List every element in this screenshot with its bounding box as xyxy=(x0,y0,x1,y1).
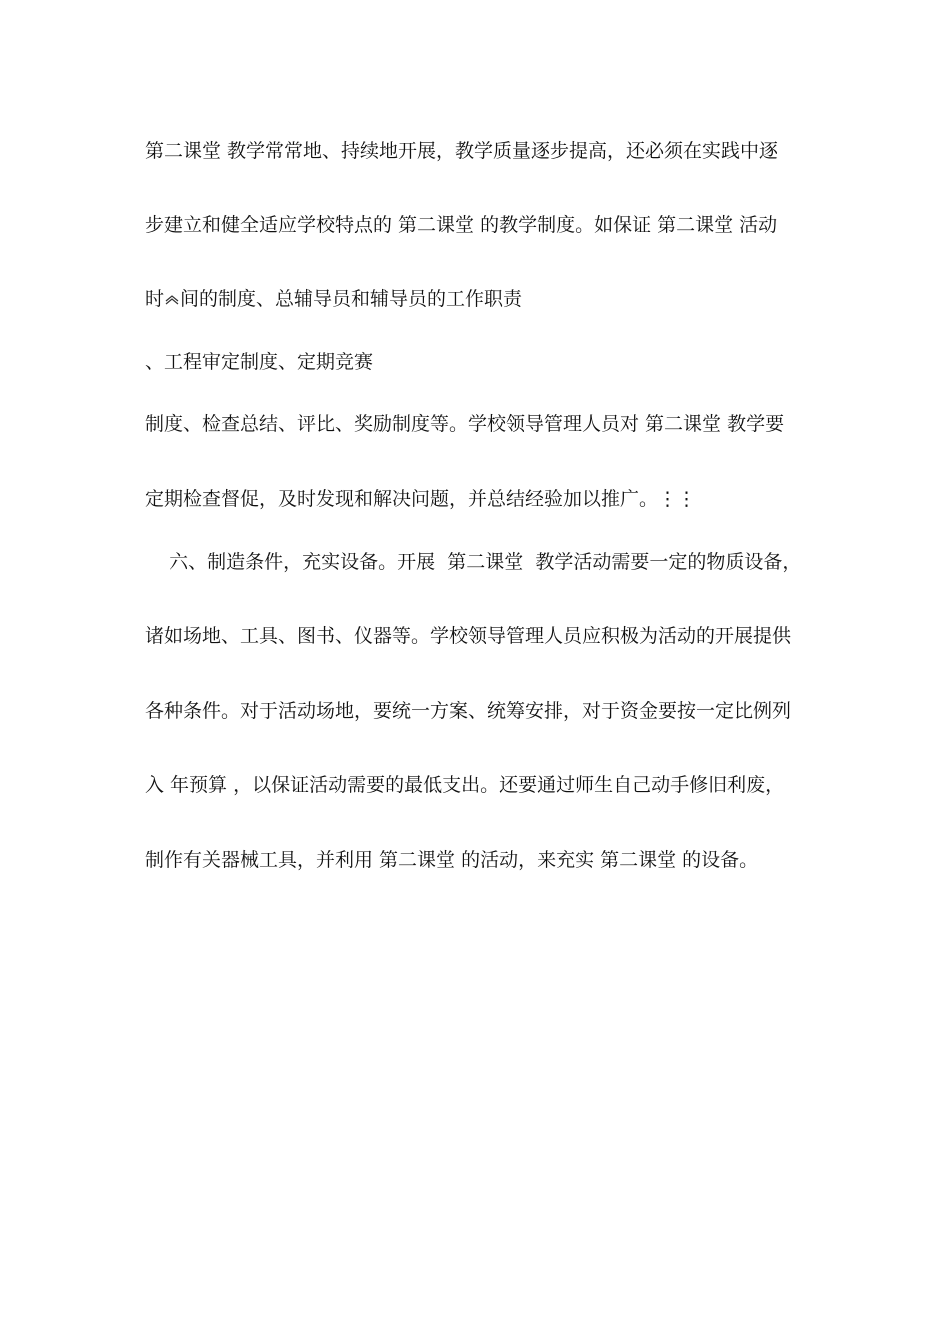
paragraph-line-5: 制度、检查总结、评比、奖励制度等。学校领导管理人员对 第二课堂 教学要 xyxy=(145,413,785,435)
paragraph-line-6: 定期检查督促，及时发现和解决问题，并总结经验加以推广。⋮⋮ xyxy=(145,488,697,510)
paragraph-line-11: 制作有关器械工具，并利用 第二课堂 的活动，来充实 第二课堂 的设备。 xyxy=(145,849,759,871)
paragraph-line-10: 入 年预算 ，以保证活动需要的最低支出。还要通过师生自己动手修旧利废， xyxy=(145,774,785,796)
paragraph-line-4: 、工程审定制度、定期竞赛 xyxy=(145,351,374,373)
chevron-mark-icon xyxy=(164,289,180,303)
paragraph-line-3 xyxy=(145,287,805,311)
line-text: 间的制度、总辅导员和辅导员的工作职责 xyxy=(180,288,523,310)
paragraph-line-8: 诸如场地、工具、图书、仪器等。学校领导管理人员应积极为活动的开展提供 xyxy=(145,625,792,647)
paragraph-line-1: 第二课堂 教学常常地、持续地开展，教学质量逐步提高，还必须在实践中逐 xyxy=(145,140,779,162)
line-prefix: 时 xyxy=(145,288,165,310)
paragraph-line-9: 各种条件。对于活动场地，要统一方案、统筹安排，对于资金要按一定比例列 xyxy=(145,700,792,722)
paragraph-line-7: 六、制造条件，充实设备。开展 第二课堂 教学活动需要一定的物质设备， xyxy=(145,551,802,573)
paragraph-line-2: 步建立和健全适应学校特点的 第二课堂 的教学制度。如保证 第二课堂 活动 xyxy=(145,214,778,236)
